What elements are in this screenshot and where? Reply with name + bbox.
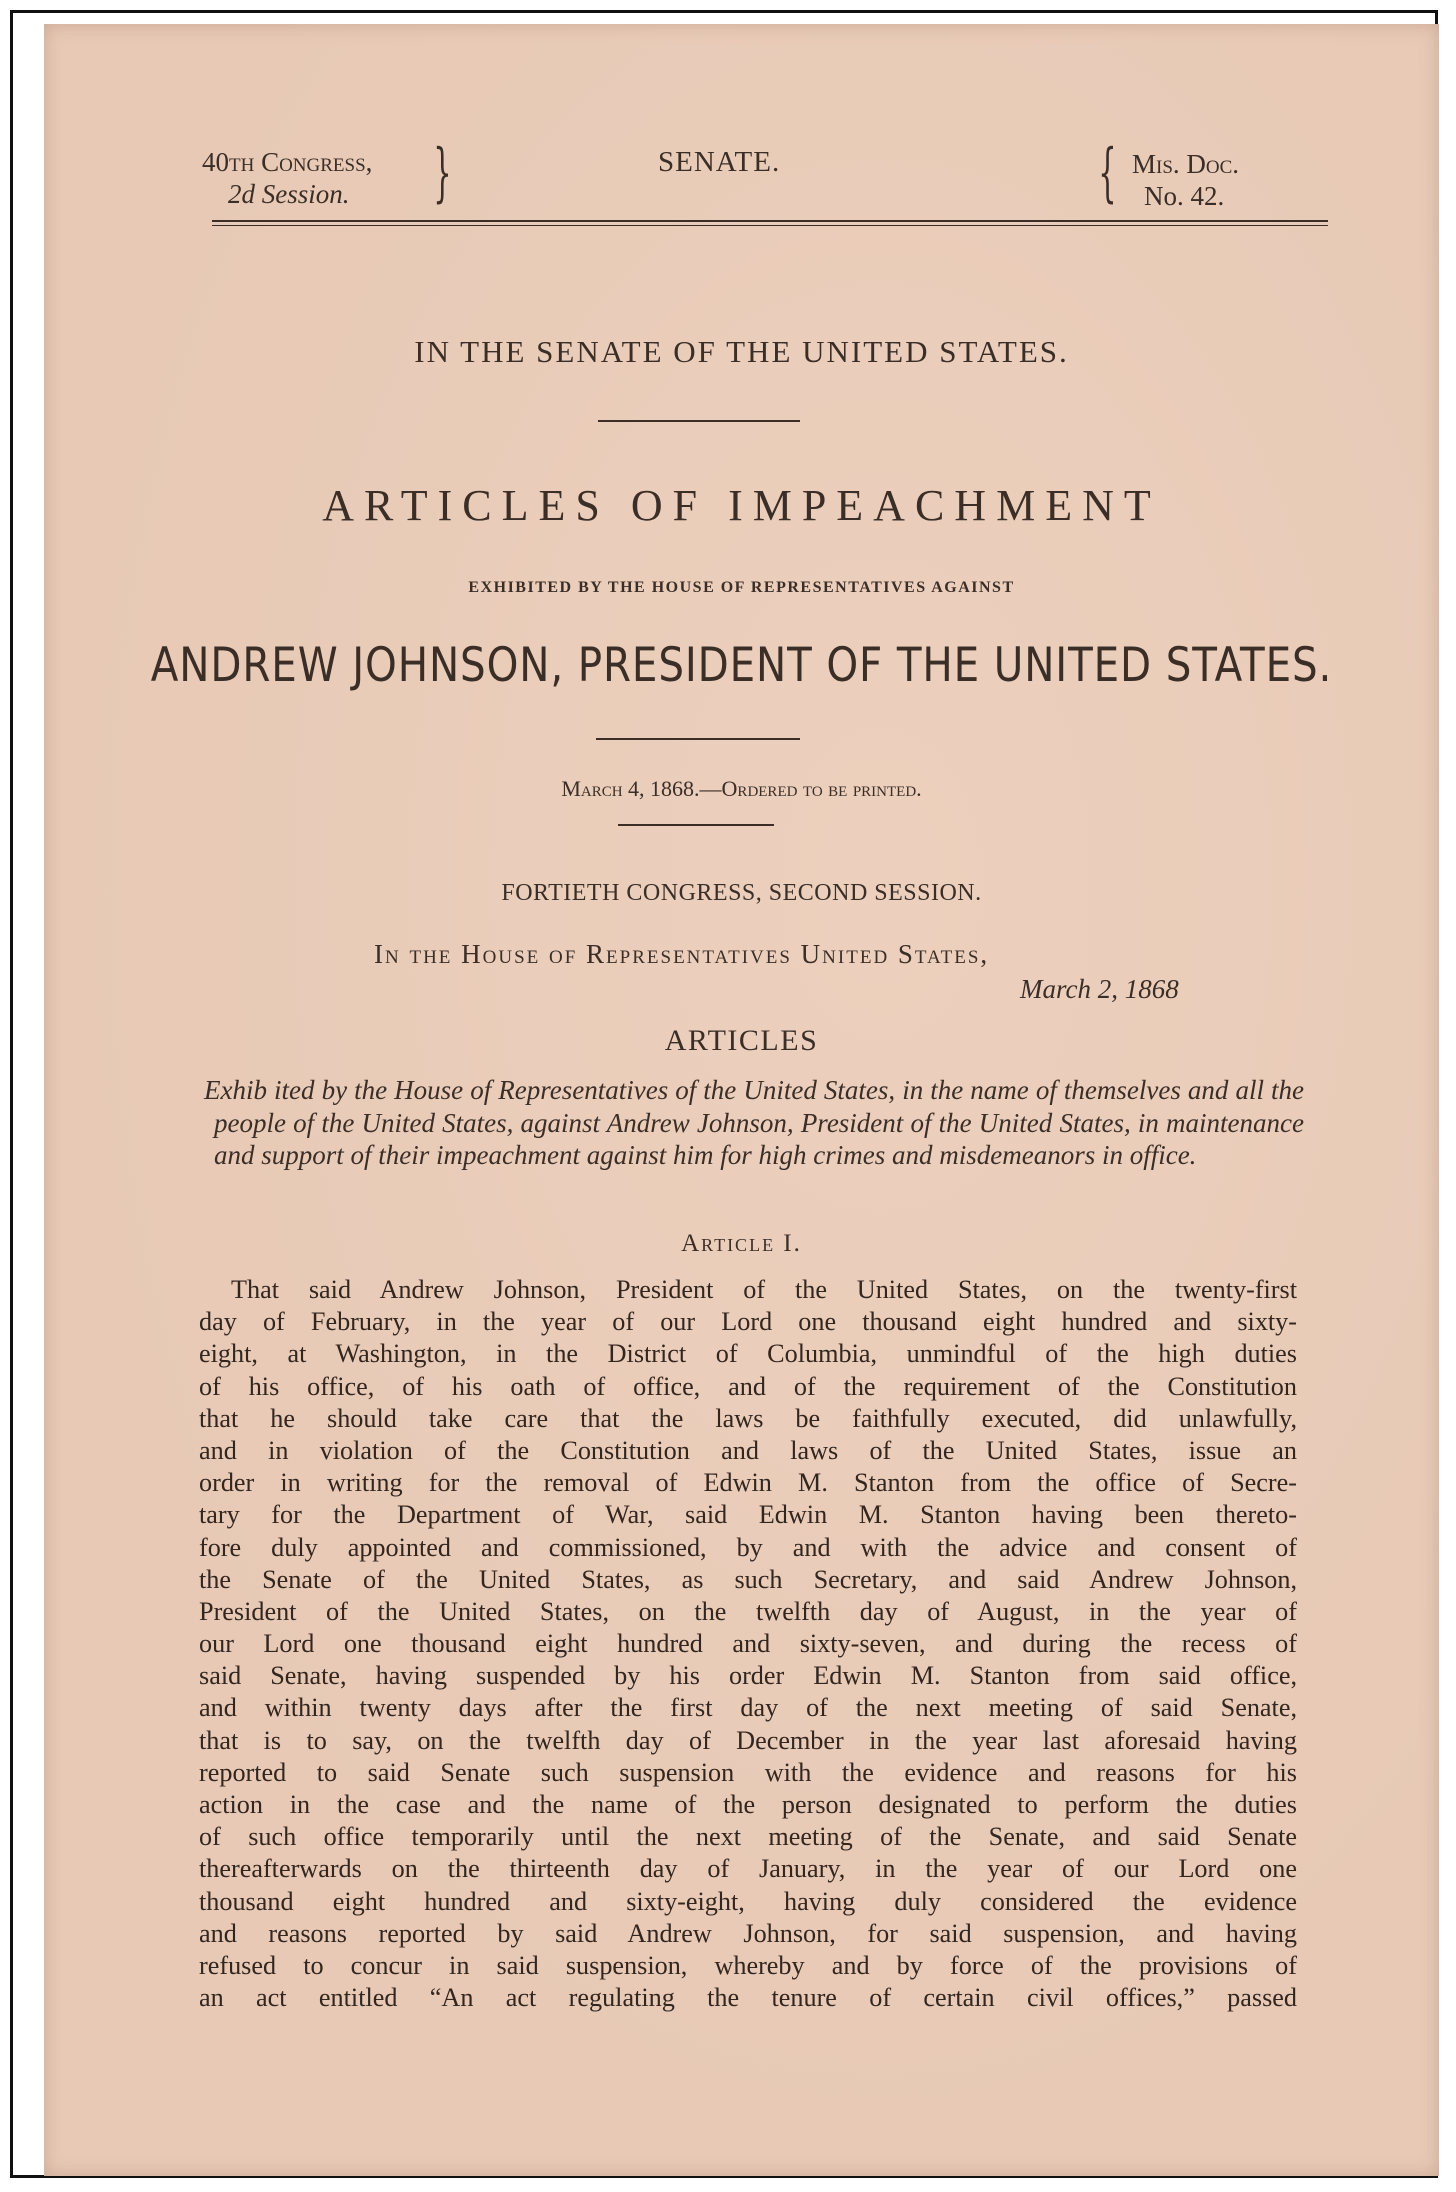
right-brace: { xyxy=(1098,136,1117,210)
doc-type-label: Mis. Doc. xyxy=(1132,149,1240,179)
article-line: That said Andrew Johnson, President of the United States, on the twenty-first xyxy=(231,1275,1297,1304)
chamber-label: SENATE. xyxy=(658,146,781,178)
article-line: and within twenty days after the first day of the next meeting of said Senate, xyxy=(199,1693,1297,1723)
defendant-line: ANDREW JOHNSON, PRESIDENT OF THE UNITED STATES. xyxy=(150,638,1333,693)
house-date: March 2, 1868 xyxy=(1020,974,1179,1004)
doc-number-label: No. 42. xyxy=(1144,181,1225,211)
article-line: and reasons reported by said Andrew Johnson, for said suspension, and having xyxy=(199,1918,1297,1948)
article-line: order in writing for the removal of Edwin M. Stanton from the office of Secre- xyxy=(199,1468,1297,1498)
document-page xyxy=(44,24,1439,2176)
article-line: reported to said Senate such suspension with the evidence and reasons for his xyxy=(199,1757,1297,1787)
title-divider-3 xyxy=(618,824,774,826)
article-line: that is to say, on the twelfth day of December in the year last aforesaid having xyxy=(199,1725,1297,1755)
article-line: thousand eight hundred and sixty-eight, having duly considered the evidence xyxy=(199,1886,1297,1916)
article-line: President of the United States, on the twelfth day of August, in the year of xyxy=(199,1596,1297,1626)
article-line: of his office, of his oath of office, and of the requirement of the Constitution xyxy=(199,1371,1297,1401)
congress-label: 40th Congress, xyxy=(202,147,373,177)
title-divider-1 xyxy=(598,420,800,422)
article-heading: Article I. xyxy=(681,1230,802,1257)
order-date: March 4, 1868.—Ordered to be printed. xyxy=(561,776,922,801)
article-line: action in the case and the name of the person designated to perform the duties xyxy=(199,1790,1297,1819)
main-title: ARTICLES OF IMPEACHMENT xyxy=(322,481,1161,530)
congress-line: FORTIETH CONGRESS, SECOND SESSION. xyxy=(501,880,982,906)
title-divider-2 xyxy=(596,738,800,740)
article-line: refused to concur in said suspension, whereby and by force of the provisions of xyxy=(199,1950,1297,1980)
article-line: the Senate of the United States, as such Secretary, and said Andrew Johnson, xyxy=(199,1564,1297,1594)
left-brace: } xyxy=(433,136,452,210)
senate-title: IN THE SENATE OF THE UNITED STATES. xyxy=(414,334,1069,369)
header-rule-top xyxy=(212,220,1328,222)
header-rule-bottom xyxy=(212,225,1328,226)
article-line: and in violation of the Constitution and laws of the United States, issue an xyxy=(199,1435,1297,1465)
article-line: that he should take care that the laws be faithfully executed, did unlawfully, xyxy=(199,1403,1297,1433)
exhibited-line: EXHIBITED BY THE HOUSE OF REPRESENTATIVES AGAINST xyxy=(468,579,1015,596)
house-line: In the House of Representatives United States, xyxy=(374,939,990,969)
articles-heading: ARTICLES xyxy=(664,1024,819,1057)
intro-text: Exhib ited by the House of Representatives of the United States, in the name of themselves and all the people of the United States, against Andrew Johnson, President of the United States, in maintenance and support of their impeachment against him for high crimes and misdemeanors in office. xyxy=(204,1075,1304,1170)
article-line: tary for the Department of War, said Edwin M. Stanton having been thereto- xyxy=(199,1500,1297,1530)
article-line: eight, at Washington, in the District of Columbia, unmindful of the high duties xyxy=(199,1339,1297,1369)
article-body xyxy=(199,1274,1297,2014)
article-line: an act entitled “An act regulating the tenure of certain civil offices,” passed xyxy=(199,1983,1297,2013)
article-line: said Senate, having suspended by his order Edwin M. Stanton from said office, xyxy=(199,1661,1297,1691)
article-line: fore duly appointed and commissioned, by and with the advice and consent of xyxy=(199,1532,1297,1562)
article-line: thereafterwards on the thirteenth day of January, in the year of our Lord one xyxy=(199,1854,1297,1884)
article-line: of such office temporarily until the next meeting of the Senate, and said Senate xyxy=(199,1822,1297,1852)
article-line: our Lord one thousand eight hundred and sixty-seven, and during the recess of xyxy=(199,1629,1297,1659)
article-line: day of February, in the year of our Lord one thousand eight hundred and sixty- xyxy=(199,1307,1297,1337)
intro-paragraph xyxy=(204,1074,1304,1172)
session-label: 2d Session. xyxy=(228,179,350,209)
